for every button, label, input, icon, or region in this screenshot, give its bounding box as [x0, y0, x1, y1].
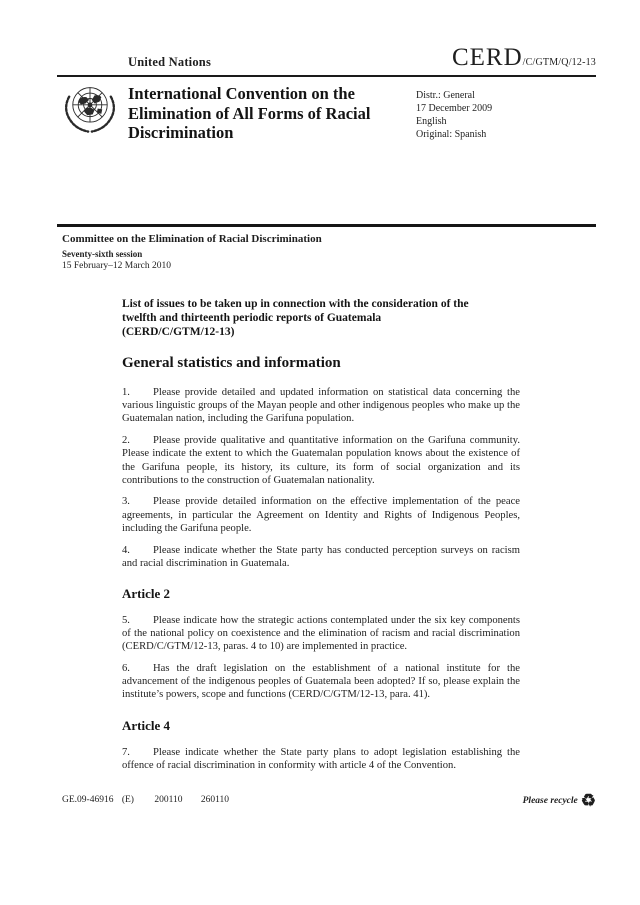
document-symbol-main: CERD	[451, 44, 523, 71]
document-title	[122, 297, 532, 339]
numbered-paragraph	[122, 746, 520, 772]
paragraph-text: Please provide detailed information on the effective implementation of the peace agreements, in particular the Agreement on Identity and Rights of Indigenous Peoples, including the Garifuna people.	[122, 496, 520, 534]
ge-number: GE.09-46916	[62, 795, 114, 805]
paragraph-text: Please provide qualitative and quantitative information on the Garifuna community. Please indicate the extent to which the Guatemalan population knows about the existence of the Garifuna people, its history, its culture, its form of social organization and its contributions to the construction of Guatemalan nationality.	[122, 435, 520, 486]
session-dates: 15 February–12 March 2010	[62, 261, 171, 271]
paragraph-text: Please indicate whether the State party plans to adopt legislation establishing the offence of racial discrimination in conformity with article 4 of the Convention.	[122, 746, 520, 771]
print-date-2: 260110	[200, 795, 230, 805]
paragraph-text: Please provide detailed and updated information on statistical data concerning the various linguistic groups of the Mayan people and other indigenous peoples who make up the Guatemalan nation, including the Garifuna population.	[122, 387, 520, 425]
recycle-notice	[523, 792, 596, 809]
document-title-line: List of issues to be taken up in connection with the consideration of the	[122, 298, 469, 310]
numbered-paragraph	[122, 662, 520, 702]
numbered-paragraph	[122, 544, 520, 570]
convention-title: International Convention on the Elimination of All Forms of Racial Discrimination	[128, 84, 371, 142]
document-title-line: twelfth and thirteenth periodic reports of Guatemala	[122, 312, 382, 324]
paragraph-number: 2.	[122, 435, 130, 447]
numbered-paragraph	[122, 614, 520, 654]
section-heading-general-statistics: General statistics and information	[122, 355, 341, 371]
section-heading-article-4: Article 4	[122, 717, 171, 733]
session-label: Seventy-sixth session	[62, 249, 143, 259]
paragraph-number: 5.	[122, 614, 130, 626]
numbered-paragraph	[122, 434, 520, 487]
meta-date: 17 December 2009	[416, 103, 493, 114]
numbered-paragraph	[122, 386, 520, 426]
paragraph-text: Has the draft legislation on the establishment of a national institute for the advancement of the indigenous peoples of Guatemala been adopted? If so, please explain the institute’s powers, scope and functions (CERD/C/GTM/12-13, para. 41).	[122, 663, 520, 701]
section-heading-article-2: Article 2	[122, 585, 171, 601]
session-block	[62, 233, 322, 271]
document-title-line: (CERD/C/GTM/12-13)	[122, 326, 235, 338]
paragraph-text: Please indicate whether the State party has conducted perception surveys on racism and racial discrimination in Guatemala.	[122, 544, 520, 569]
document-symbol-suffix: /C/GTM/Q/12-13	[522, 57, 596, 68]
print-date-1: 200110	[154, 795, 183, 805]
org-name: United Nations	[128, 55, 212, 69]
paragraph-number: 6.	[122, 663, 130, 675]
footer-reference	[62, 795, 229, 805]
un-emblem-icon	[61, 82, 119, 149]
recycle-icon: ♻	[580, 791, 596, 810]
meta-language: English	[416, 116, 447, 127]
committee-name: Committee on the Elimination of Racial Discrimination	[62, 233, 322, 245]
section-divider	[57, 224, 596, 227]
document-body	[122, 355, 520, 781]
numbered-paragraph	[122, 495, 520, 535]
header-divider	[57, 75, 596, 77]
paragraph-number: 4.	[122, 544, 130, 556]
meta-original: Original: Spanish	[416, 129, 487, 140]
recycle-label: Please recycle	[522, 795, 578, 806]
paragraph-text: Please indicate how the strategic actions contemplated under the six key components of the national policy on coexistence and the elimination of racism and racial discrimination (CERD/C/GTM/12-13, paras. 4 to 10) are implemented in practice.	[122, 614, 520, 653]
paragraph-number: 3.	[122, 496, 130, 508]
paragraph-number: 1.	[122, 387, 130, 398]
document-symbol	[452, 44, 596, 72]
meta-distr: Distr.: General	[416, 90, 475, 101]
paragraph-number: 7.	[122, 746, 130, 758]
document-meta	[416, 89, 492, 141]
ge-language: (E)	[121, 795, 134, 805]
